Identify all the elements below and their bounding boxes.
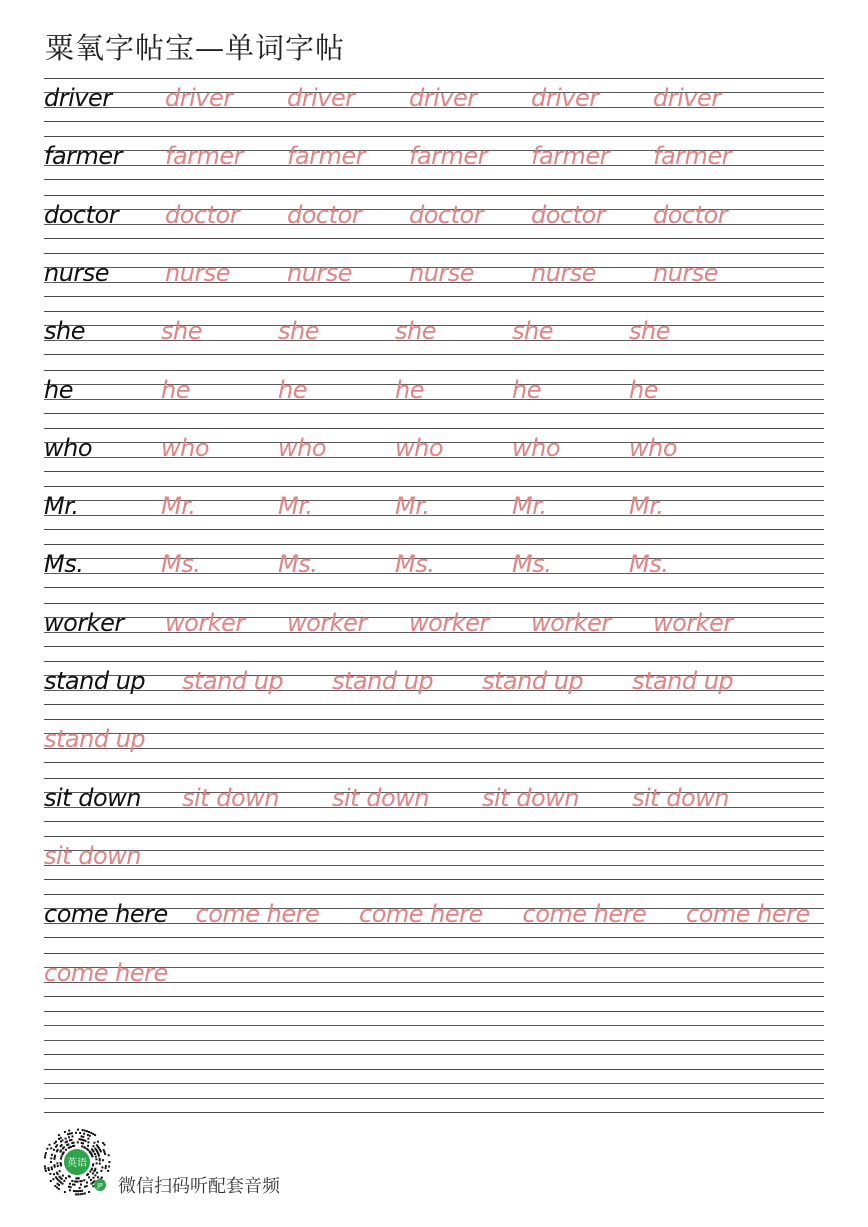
practice-row bbox=[44, 1069, 824, 1113]
page-title: 粟氧字帖宝—单词字帖 bbox=[45, 31, 346, 65]
guide-line bbox=[44, 704, 824, 705]
trace-word: worker bbox=[287, 608, 367, 637]
guide-line bbox=[44, 996, 824, 997]
trace-word: Mr. bbox=[278, 492, 313, 521]
trace-word: driver bbox=[531, 84, 599, 112]
model-word: driver bbox=[44, 84, 112, 112]
guide-line bbox=[44, 1112, 824, 1113]
trace-word: she bbox=[395, 317, 436, 346]
practice-row bbox=[44, 486, 824, 530]
trace-word: doctor bbox=[531, 200, 606, 229]
guide-line bbox=[44, 428, 824, 429]
guide-line bbox=[44, 865, 824, 866]
trace-word: driver bbox=[165, 84, 233, 112]
trace-word: farmer bbox=[531, 142, 610, 171]
model-word: come here bbox=[44, 900, 168, 929]
guide-line bbox=[44, 762, 824, 763]
guide-line bbox=[44, 850, 824, 851]
practice-row bbox=[44, 136, 824, 180]
model-word: stand up bbox=[44, 667, 146, 695]
trace-word: nurse bbox=[409, 258, 475, 287]
guide-line bbox=[44, 1025, 824, 1026]
trace-word: come here bbox=[44, 958, 168, 987]
practice-row bbox=[44, 953, 824, 997]
guide-line bbox=[44, 471, 824, 472]
badge-label: 英语 bbox=[67, 1158, 87, 1169]
guide-line bbox=[44, 238, 824, 239]
trace-word: farmer bbox=[287, 142, 366, 171]
trace-word: sit down bbox=[44, 841, 141, 870]
practice-row bbox=[44, 195, 824, 239]
practice-row bbox=[44, 78, 824, 122]
guide-line bbox=[44, 879, 824, 880]
guide-line bbox=[44, 413, 824, 414]
trace-word: sit down bbox=[332, 783, 429, 812]
guide-line bbox=[44, 661, 824, 662]
practice-row bbox=[44, 311, 824, 355]
guide-line bbox=[44, 78, 824, 79]
trace-word: who bbox=[629, 433, 678, 462]
model-word: worker bbox=[44, 608, 124, 637]
trace-word: Ms. bbox=[629, 550, 669, 579]
guide-line bbox=[44, 486, 824, 487]
trace-word: driver bbox=[653, 84, 721, 112]
guide-line bbox=[44, 136, 824, 137]
trace-word: doctor bbox=[165, 200, 240, 229]
trace-word: who bbox=[512, 433, 561, 462]
trace-word: Mr. bbox=[512, 492, 547, 521]
trace-word: come here bbox=[359, 900, 483, 929]
guide-line bbox=[44, 296, 824, 297]
trace-word: doctor bbox=[653, 200, 728, 229]
practice-row bbox=[44, 603, 824, 647]
qr-code-icon[interactable] bbox=[42, 1127, 112, 1197]
writing-sheet bbox=[44, 0, 824, 1227]
model-word: doctor bbox=[44, 200, 119, 229]
guide-line bbox=[44, 1011, 824, 1012]
guide-line bbox=[44, 719, 824, 720]
trace-word: Mr. bbox=[395, 492, 430, 521]
practice-row bbox=[44, 544, 824, 588]
model-word: sit down bbox=[44, 783, 141, 812]
trace-word: he bbox=[278, 375, 307, 404]
footer-caption: 微信扫码听配套音频 bbox=[118, 1176, 280, 1197]
guide-line bbox=[44, 195, 824, 196]
trace-word: sit down bbox=[182, 783, 279, 812]
guide-line bbox=[44, 1069, 824, 1070]
trace-word: Ms. bbox=[278, 550, 318, 579]
trace-word: she bbox=[512, 317, 553, 346]
trace-word: nurse bbox=[287, 258, 353, 287]
model-word: Ms. bbox=[44, 550, 84, 579]
guide-line bbox=[44, 1040, 824, 1041]
guide-line bbox=[44, 953, 824, 954]
trace-word: stand up bbox=[482, 667, 584, 695]
trace-word: come here bbox=[686, 900, 810, 929]
trace-word: who bbox=[161, 433, 210, 462]
guide-line bbox=[44, 179, 824, 180]
trace-word: worker bbox=[531, 608, 611, 637]
guide-line bbox=[44, 646, 824, 647]
guide-line bbox=[44, 937, 824, 938]
practice-row bbox=[44, 836, 824, 880]
model-word: who bbox=[44, 433, 93, 462]
practice-row bbox=[44, 719, 824, 763]
trace-word: come here bbox=[195, 900, 320, 929]
guide-line bbox=[44, 733, 824, 734]
trace-word: stand up bbox=[632, 667, 734, 695]
guide-line bbox=[44, 370, 824, 371]
guide-line bbox=[44, 1054, 824, 1055]
guide-line bbox=[44, 836, 824, 837]
trace-word: Ms. bbox=[395, 550, 435, 579]
model-word: Mr. bbox=[44, 492, 79, 521]
guide-line bbox=[44, 311, 824, 312]
trace-word: worker bbox=[409, 608, 489, 637]
practice-row bbox=[44, 253, 824, 297]
guide-line bbox=[44, 354, 824, 355]
trace-word: stand up bbox=[182, 667, 284, 695]
guide-line bbox=[44, 121, 824, 122]
practice-row bbox=[44, 428, 824, 472]
trace-word: farmer bbox=[165, 142, 244, 171]
guide-line bbox=[44, 778, 824, 779]
trace-word: driver bbox=[287, 84, 355, 112]
trace-word: Ms. bbox=[512, 550, 552, 579]
guide-line bbox=[44, 544, 824, 545]
trace-word: farmer bbox=[409, 142, 488, 171]
model-word: he bbox=[44, 375, 73, 404]
trace-word: nurse bbox=[165, 258, 231, 287]
guide-line bbox=[44, 821, 824, 822]
practice-row bbox=[44, 894, 824, 938]
guide-line bbox=[44, 1098, 824, 1099]
trace-word: nurse bbox=[653, 258, 719, 287]
trace-word: worker bbox=[653, 608, 733, 637]
trace-word: farmer bbox=[653, 142, 732, 171]
guide-line bbox=[44, 603, 824, 604]
guide-line bbox=[44, 529, 824, 530]
model-word: she bbox=[44, 317, 85, 346]
practice-row bbox=[44, 1011, 824, 1055]
trace-word: stand up bbox=[332, 667, 434, 695]
trace-word: Mr. bbox=[629, 492, 664, 521]
guide-line bbox=[44, 253, 824, 254]
practice-row bbox=[44, 661, 824, 705]
guide-line bbox=[44, 587, 824, 588]
trace-word: who bbox=[395, 433, 444, 462]
trace-word: driver bbox=[409, 84, 477, 112]
badge-sub-label: JP bbox=[97, 1182, 103, 1190]
trace-word: sit down bbox=[482, 783, 579, 812]
trace-word: she bbox=[629, 317, 670, 346]
model-word: nurse bbox=[44, 258, 110, 287]
trace-word: worker bbox=[165, 608, 245, 637]
model-word: farmer bbox=[44, 142, 123, 171]
trace-word: he bbox=[395, 375, 424, 404]
practice-row bbox=[44, 370, 824, 414]
trace-word: she bbox=[278, 317, 319, 346]
trace-word: doctor bbox=[409, 200, 484, 229]
guide-line bbox=[44, 748, 824, 749]
practice-row bbox=[44, 778, 824, 822]
trace-word: sit down bbox=[632, 783, 729, 812]
guide-line bbox=[44, 1083, 824, 1084]
guide-line bbox=[44, 894, 824, 895]
trace-word: nurse bbox=[531, 258, 597, 287]
trace-word: who bbox=[278, 433, 327, 462]
trace-word: he bbox=[629, 375, 658, 404]
footer bbox=[42, 1127, 442, 1197]
trace-word: he bbox=[161, 375, 190, 404]
trace-word: stand up bbox=[44, 725, 146, 754]
trace-word: Ms. bbox=[161, 550, 201, 579]
trace-word: come here bbox=[522, 900, 647, 929]
trace-word: Mr. bbox=[161, 492, 196, 521]
trace-word: she bbox=[161, 317, 202, 346]
trace-word: he bbox=[512, 375, 541, 404]
trace-word: doctor bbox=[287, 200, 362, 229]
